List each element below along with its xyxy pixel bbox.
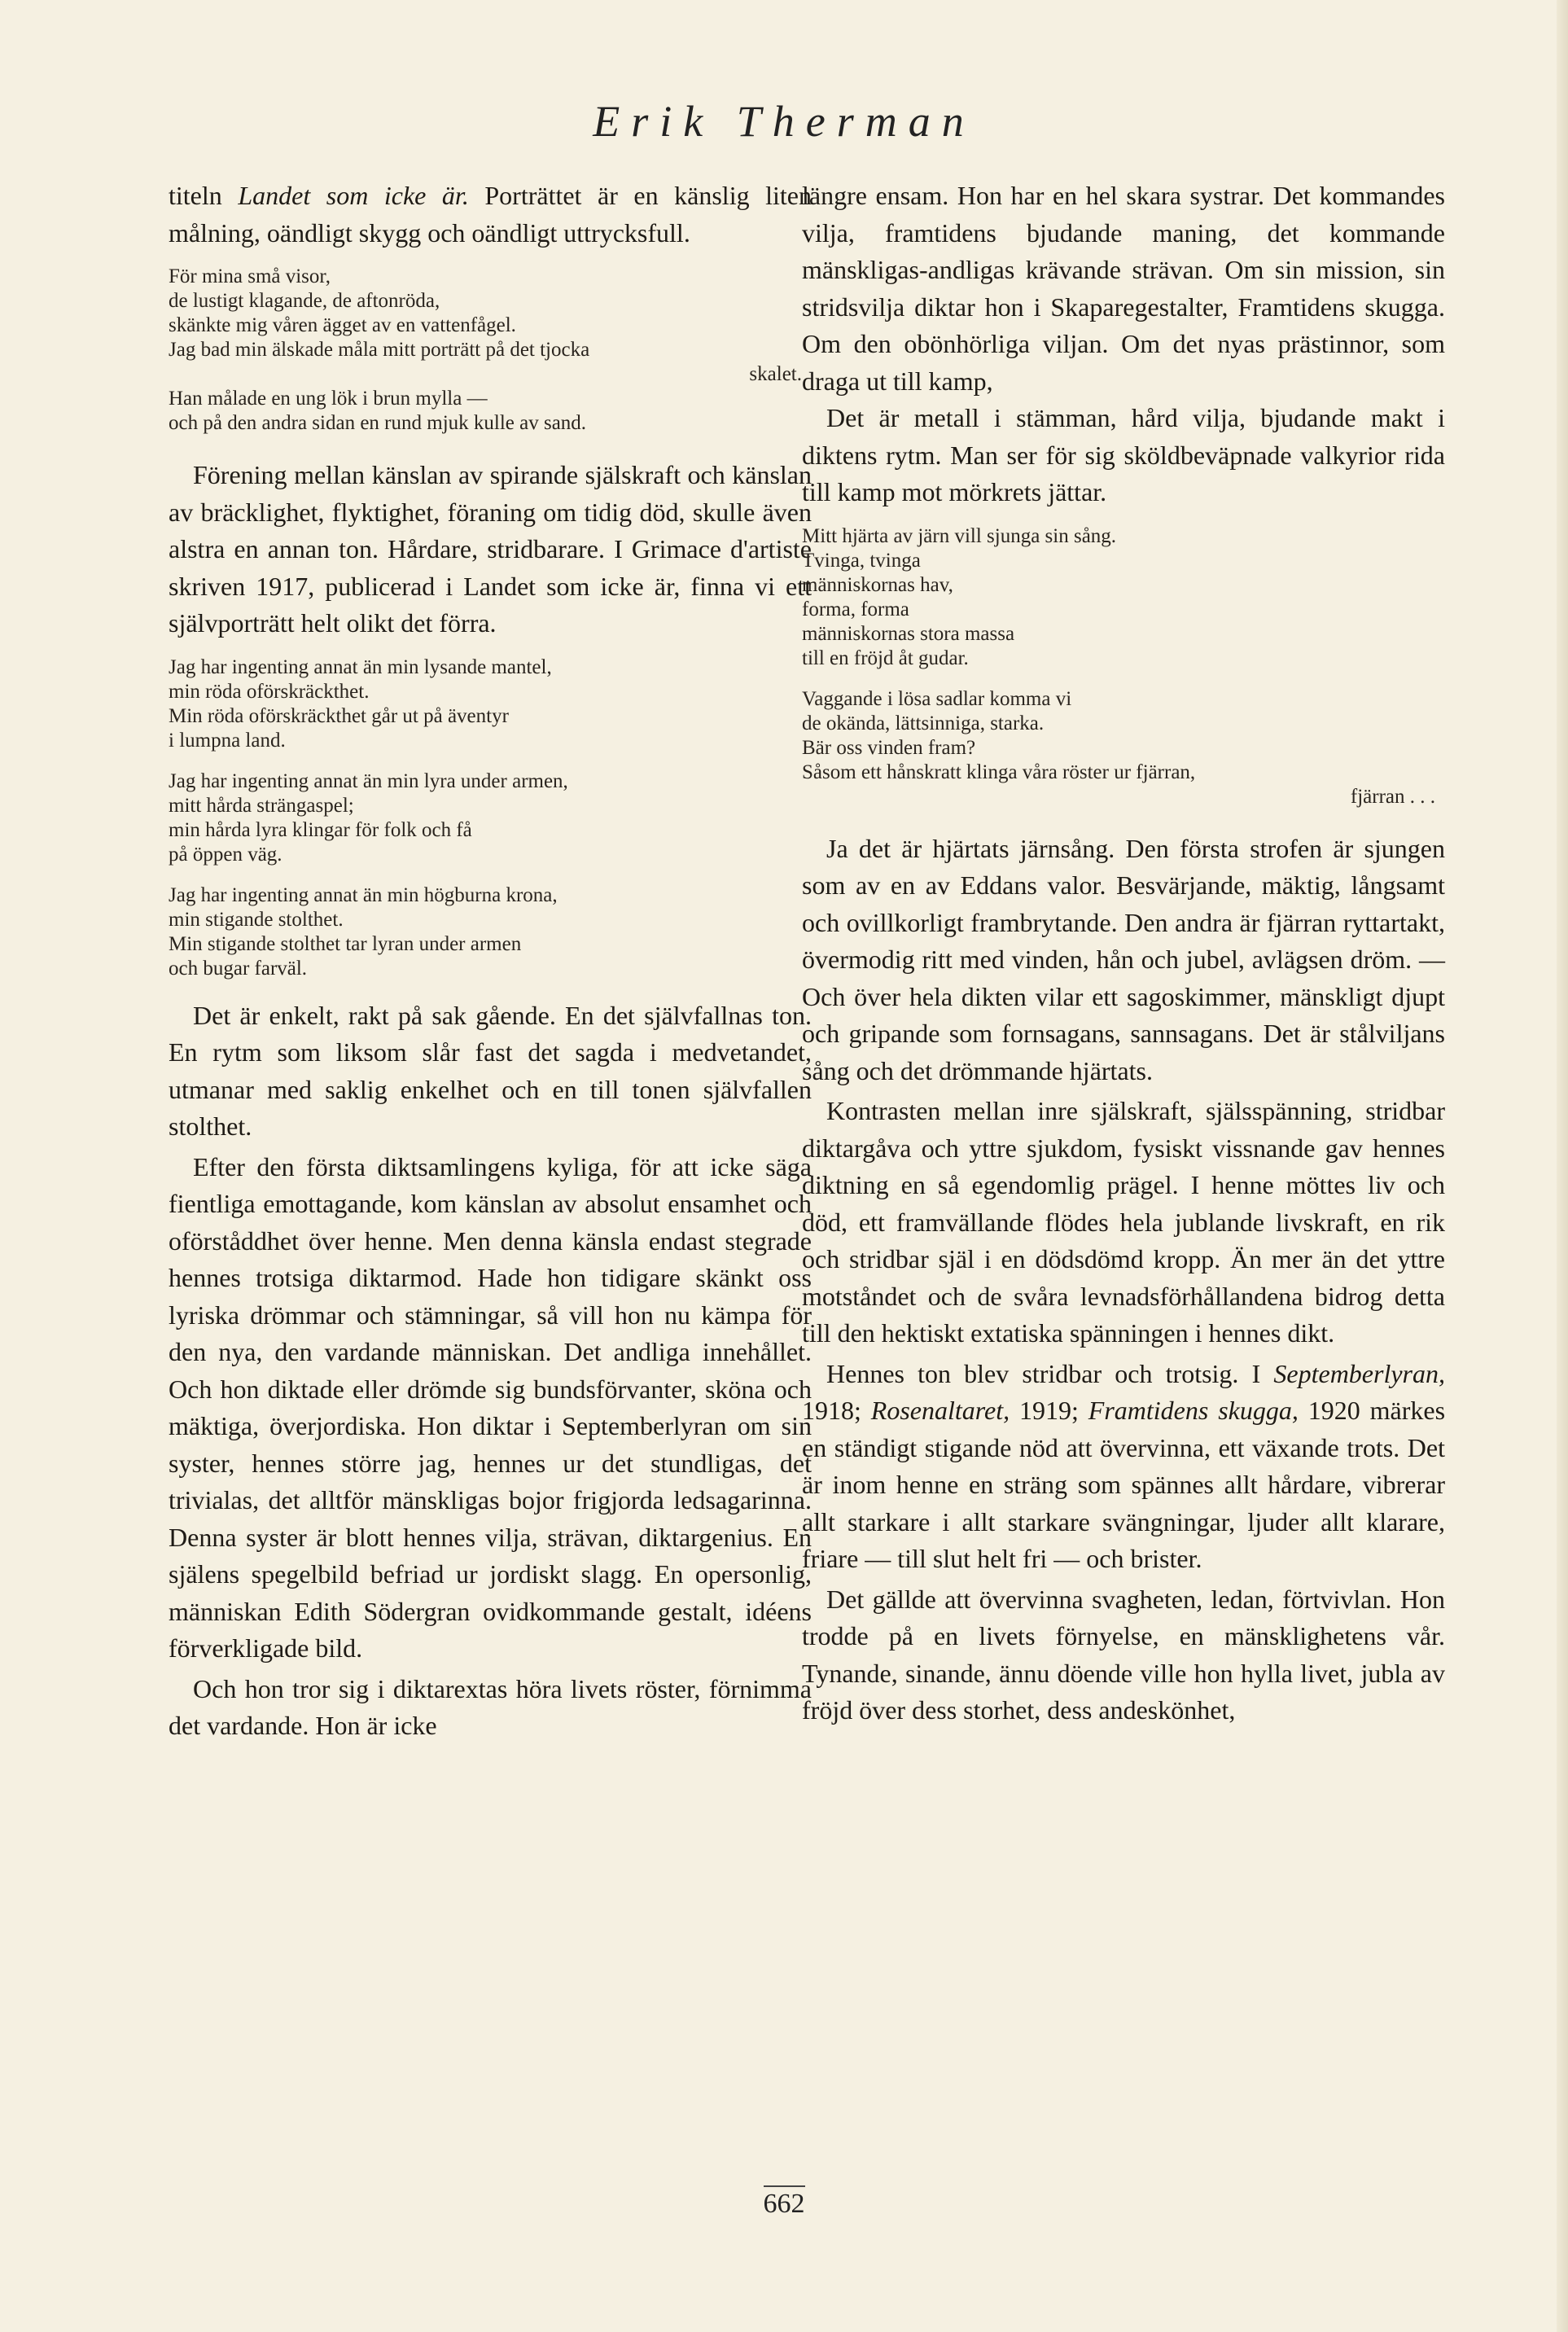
verse-line: på öppen väg. [169,843,283,866]
verse-line: människornas stora massa [802,622,1015,645]
poem-stanza [802,524,1445,671]
paragraph: Förening mellan känslan av spirande själskraft och känslan av bräcklighet, flyktighet, föraning om tidig död, skulle även alstra en annan ton. Hårdare, stridbarare. I Grimace d'artiste skriven 1917, publicerad i Landet som icke är, finna vi ett självporträtt helt olikt det förra. [169,460,812,638]
verse-line-continuation: skalet. [749,363,802,385]
verse-line: Jag har ingenting annat än min lyra under armen, [169,769,568,792]
verse-line: Tvinga, tvinga [802,549,921,572]
poem-excerpt [169,655,812,981]
page-edge [1557,0,1568,2332]
verse-line: Jag bad min älskade måla mitt porträtt på det tjocka [169,339,590,361]
verse-line: Såsom ett hånskratt klinga våra röster ur fjärran, [802,761,1196,783]
book-title: Landet som icke är. [238,181,469,210]
verse-line: i lumpna land. [169,729,286,752]
verse-line: min röda oförskräckthet. [169,680,370,703]
page-number [0,2189,1568,2220]
poem-stanza [169,883,812,981]
verse-line: Min stigande stolthet tar lyran under armen [169,932,522,955]
verse-line: de lustigt klagande, de aftonröda, [169,290,440,312]
poem-excerpt [802,524,1445,809]
poem-stanza [169,265,812,436]
verse-line: min stigande stolthet. [169,908,344,931]
poem-stanza [169,769,812,867]
verse-line: forma, forma [802,598,909,620]
paragraph: Det är enkelt, rakt på sak gående. En det självfallnas ton. En rytm som liksom slår fast det sagda i medvetandet, utmanar med saklig enkelhet och en till tonen självfallen stolthet. [169,1000,812,1141]
book-title: Rosenaltaret, [870,1396,1010,1425]
paragraph: Det gällde att övervinna svagheten, ledan, förtvivlan. Hon trodde på en livets förnyelse, en mänsklighetens vår. Tynande, sinande, ännu döende ville hon hylla livet, jubla av fröjd över dess storhet, dess andeskönhet, [802,1584,1445,1725]
paragraph: titeln Landet som icke är. Porträttet är en känslig liten målning, oändligt skygg och oändligt uttrycksfull. [169,181,812,248]
paragraph: Och hon tror sig i diktarextas höra livets röster, förnimma det vardande. Hon är icke [169,1673,812,1740]
poem-stanza [802,687,1445,809]
verse-line: och på den andra sidan en rund mjuk kulle av sand. [169,412,587,434]
verse-line: och bugar farväl. [169,957,308,980]
book-title: Framtidens skugga, [1088,1396,1299,1425]
paragraph: Kontrasten mellan inre själskraft, själsspänning, stridbar diktargåva och yttre sjukdom, fysiskt vissnande gav hennes diktning en så egendomlig prägel. I henne möttes liv och död, ett framvällande flödes hela jublande livskraft, en rik och stridbar själ i en dödsdömd kropp. Än mer än det yttre motståndet och de svåra levnadsförhållandena bidrog detta till den hektiskt extatiska spänningen i hennes dikt. [802,1096,1445,1348]
verse-line: För mina små visor, [169,265,331,287]
paragraph: längre ensam. Hon har en hel skara systrar. Det kommandes vilja, framtidens bjudande maning, det kommande mänskligas-andligas krävande strävan. Om sin mission, sin stridsvilja diktar hon i Skaparegestalter, Framtidens skugga. Om den obönhörliga viljan. Om det nyas prästinnor, som draga ut till kamp, [802,181,1445,396]
verse-line: Jag har ingenting annat än min lysande mantel, [169,655,552,678]
verse-line: Vaggande i lösa sadlar komma vi [802,687,1072,710]
verse-line: Han målade en ung lök i brun mylla — [169,388,488,410]
verse-line: Min röda oförskräckthet går ut på äventyr [169,704,509,727]
verse-line-continuation: fjärran . . . [1350,785,1435,808]
paragraph: Hennes ton blev stridbar och trotsig. I Septemberlyran, 1918; Rosenaltaret, 1919; Framtidens skugga, 1920 märkes en ständigt stigande nöd att övervinna, ett växande trots. Det är inom henne en sträng som spännes allt hårdare, vibrerar allt starkare i allt starkare svängningar, ljuder allt klarare, friare — till slut helt fri — och brister. [802,1358,1446,1573]
verse-line: Jag har ingenting annat än min högburna krona, [169,883,558,906]
paragraph: Det är metall i stämman, hård vilja, bjudande makt i diktens rytm. Man ser för sig sköldbeväpnade valkyrior rida till kamp mot mörkrets jättar. [802,403,1445,506]
left-column [169,178,812,1745]
poem-stanza [169,655,812,753]
verse-line: mitt hårda strängaspel; [169,794,354,817]
verse-line: människornas hav, [802,573,953,596]
paragraph: Efter den första diktsamlingens kyliga, för att icke säga fientliga emottagande, kom känslan av absolut ensamhet och oförståddhet över henne. Men denna känsla endast stegrade hennes trotsiga diktarmod. Hade hon tidigare skänkt oss lyriska drömmar och stämningar, så vill hon nu kämpa för den nya, den vardande människan. Det andliga innehållet. Och hon diktade eller drömde sig bundsförvanter, sköna och mäktiga, överjordiska. Hon diktar i Septemberlyran om sin syster, hennes större jag, hennes ur det stundligas, det trivialas, det alltför mänskligas bojor frigjorda ledsagarinna. Denna syster är blott hennes vilja, strävan, diktargenius. En själens spegelbild befriad ur jordiskt slagg. En opersonlig, människan Edith Södergran ovidkommande gestalt, idéens förverkligade bild. [169,1151,812,1663]
verse-line: till en fröjd åt gudar. [802,647,969,669]
verse-line: min hårda lyra klingar för folk och få [169,818,472,841]
page-number-text: 662 [764,2185,805,2219]
book-title: Septemberlyran, [1273,1358,1445,1388]
running-head: Erik Therman [593,97,975,146]
verse-line: Mitt hjärta av järn vill sjunga sin sång. [802,524,1117,547]
verse-line: skänkte mig våren ägget av en vattenfågel. [169,314,516,336]
poem-excerpt [169,265,812,436]
right-column [802,178,1445,1729]
paragraph: Ja det är hjärtats järnsång. Den första strofen är sjungen som av en av Eddans valor. Besvärjande, mäktig, långsamt och ovillkorligt frambrytande. Den andra är fjärran ryttartakt, övermodig ritt med vinden, hån och jubel, avlägsen dröm. — Och över hela dikten vilar ett sagoskimmer, mänskligt djupt och gripande som fornsagans, sannsagans. Det är stålviljans sång och det drömmande hjärtats. [802,833,1445,1085]
verse-line: de okända, lättsinniga, starka. [802,712,1045,734]
verse-line: Bär oss vinden fram? [802,736,976,759]
